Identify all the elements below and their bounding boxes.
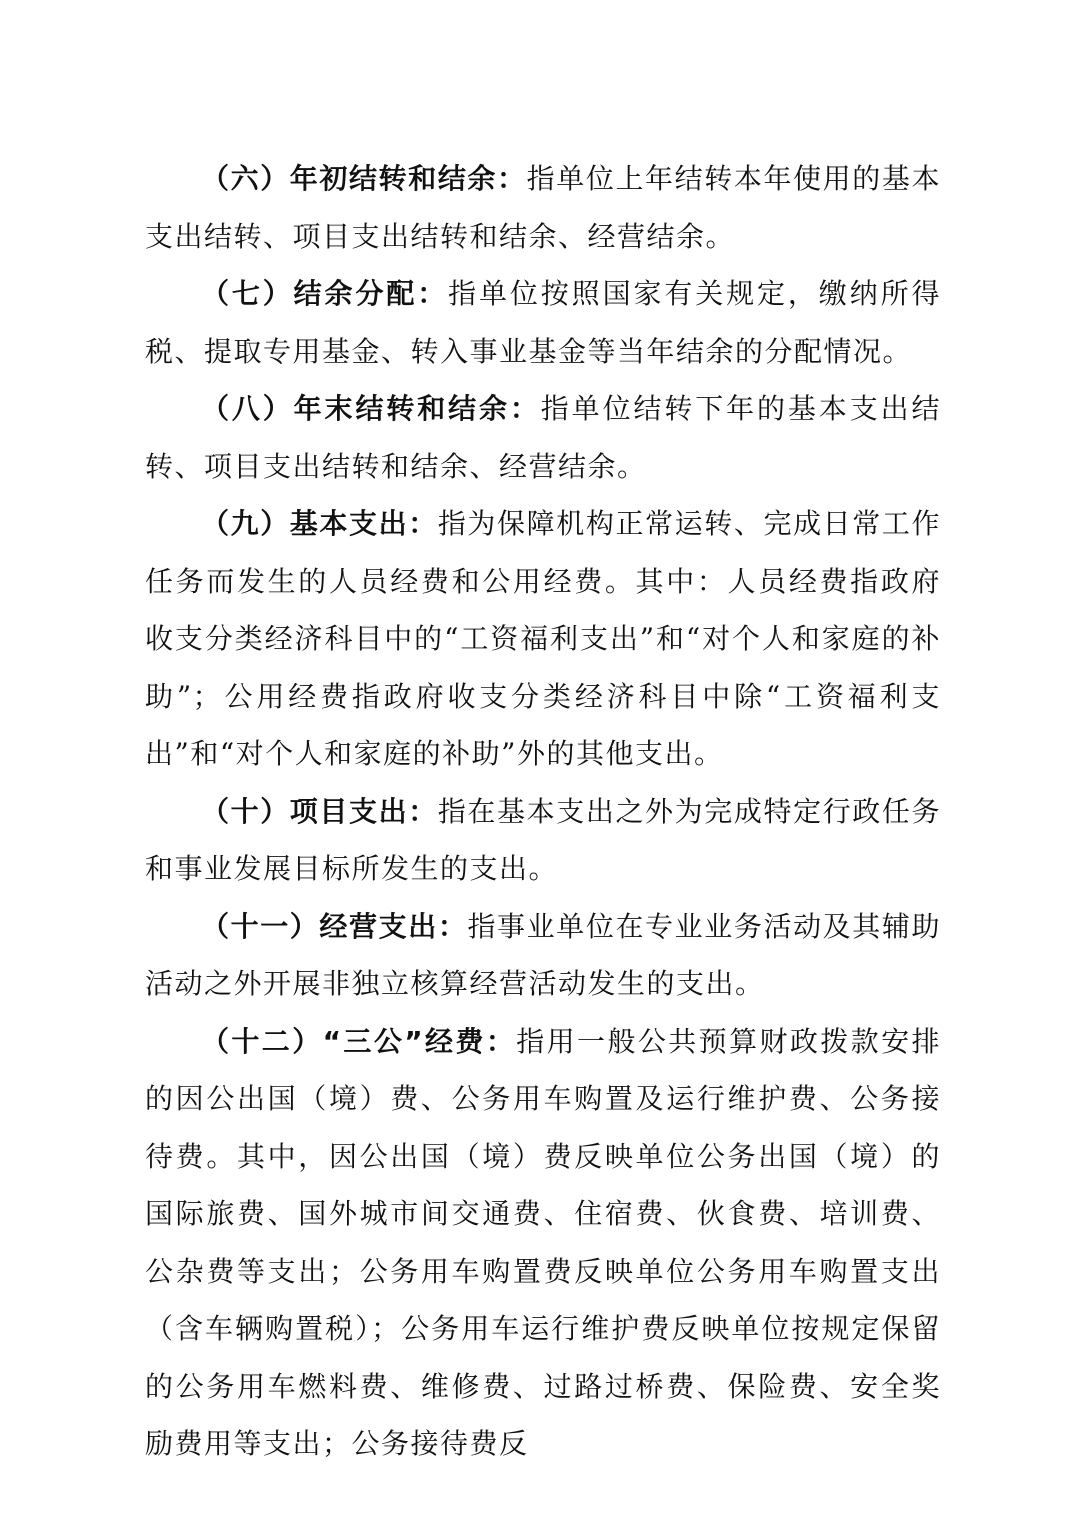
paragraph-12 bbox=[145, 1013, 941, 1473]
definition-7: 指单位按照国家有关规定，缴纳所得税、提取专用基金、转入事业基金等当年结余的分配情况。 bbox=[145, 277, 941, 368]
definition-12: 指用一般公共预算财政拨款安排的因公出国（境）费、公务用车购置及运行维护费、公务接待费。其中，因公出国（境）费反映单位公务出国（境）的国际旅费、国外城市间交通费、住宿费、伙食费、培训费、公杂费等支出；公务用车购置费反映单位公务用车购置支出（含车辆购置税）；公务用车运行维护费反映单位按规定保留的公务用车燃料费、维修费、过路过桥费、保险费、安全奖励费用等支出；公务接待费反 bbox=[145, 1024, 941, 1460]
definition-11: 指事业单位在专业业务活动及其辅助活动之外开展非独立核算经营活动发生的支出。 bbox=[145, 909, 941, 1000]
term-8: （八）年末结转和结余： bbox=[201, 392, 541, 425]
paragraph-9 bbox=[145, 495, 941, 783]
definition-9: 指为保障机构正常运转、完成日常工作任务而发生的人员经费和公用经费。其中：人员经费指政府收支分类经济科目中的“工资福利支出”和“对个人和家庭的补助”；公用经费指政府收支分类经济科目中除“工资福利支出”和“对个人和家庭的补助”外的其他支出。 bbox=[145, 507, 941, 770]
document-body bbox=[145, 150, 941, 1473]
paragraph-8 bbox=[145, 380, 941, 495]
term-7: （七）结余分配： bbox=[201, 277, 449, 310]
paragraph-6 bbox=[145, 150, 941, 265]
term-12: （十二）“三公”经费： bbox=[201, 1024, 517, 1058]
paragraph-10 bbox=[145, 783, 941, 898]
term-10: （十）项目支出： bbox=[201, 794, 438, 828]
term-6: （六）年初结转和结余： bbox=[201, 162, 527, 195]
definition-10: 指在基本支出之外为完成特定行政任务和事业发展目标所发生的支出。 bbox=[145, 794, 941, 885]
term-11: （十一）经营支出： bbox=[201, 909, 468, 943]
term-9: （九）基本支出： bbox=[201, 507, 438, 540]
paragraph-11 bbox=[145, 898, 941, 1013]
definition-8: 指单位结转下年的基本支出结转、项目支出结转和结余、经营结余。 bbox=[145, 392, 941, 483]
definition-6: 指单位上年结转本年使用的基本支出结转、项目支出结转和结余、经营结余。 bbox=[145, 162, 941, 253]
paragraph-7 bbox=[145, 265, 941, 380]
